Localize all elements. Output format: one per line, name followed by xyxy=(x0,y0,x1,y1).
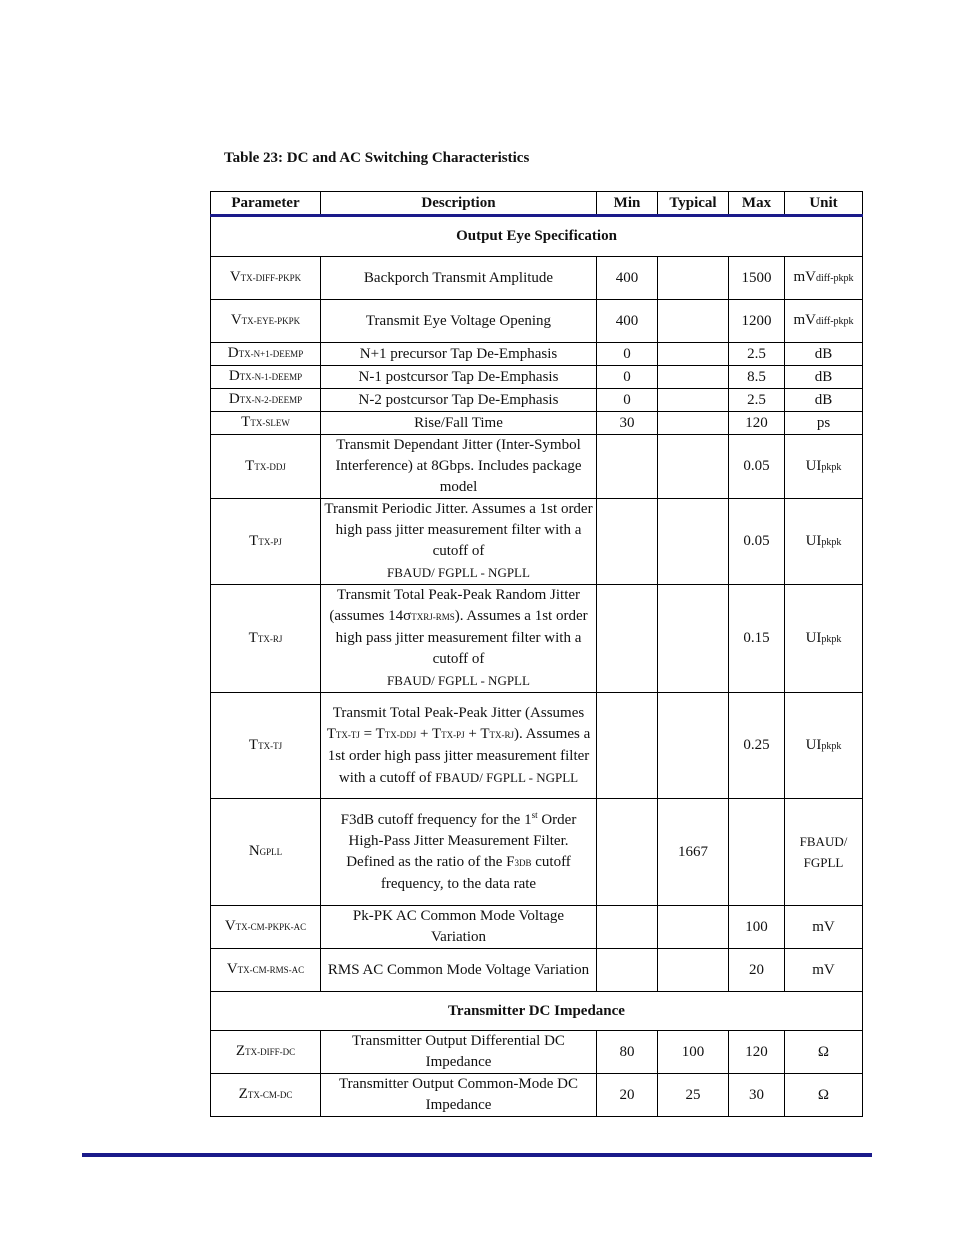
description-cell: Transmit Total Peak-Peak Random Jitter (assumes 14σTXRJ-RMS). Assumes a 1st order high pass jitter measurement filter with a cutoff of FBAUD/ FGPLL - NGPLL xyxy=(321,585,597,693)
min-cell: 30 xyxy=(597,412,658,435)
unit-cell: dB xyxy=(785,343,863,366)
min-cell: 80 xyxy=(597,1031,658,1074)
description-cell: Transmit Total Peak-Peak Jitter (Assumes TTX-TJ = TTX-DDJ + TTX-PJ + TTX-RJ). Assumes a 1st order high pass jitter measurement filter with a cutoff of FBAUD/ FGPLL - NGPLL xyxy=(321,693,597,799)
min-cell xyxy=(597,693,658,799)
header-min: Min xyxy=(597,192,658,216)
param-cell: TTX-DDJ xyxy=(211,435,321,499)
header-row xyxy=(211,192,863,216)
typical-cell xyxy=(658,499,729,585)
typical-cell: 25 xyxy=(658,1074,729,1117)
param-cell: VTX-DIFF-PKPK xyxy=(211,257,321,300)
min-cell xyxy=(597,799,658,906)
table-caption: Table 23: DC and AC Switching Characteristics xyxy=(224,150,530,166)
typical-cell xyxy=(658,257,729,300)
header-parameter: Parameter xyxy=(211,192,321,216)
max-cell: 2.5 xyxy=(729,389,785,412)
description-cell: Backporch Transmit Amplitude xyxy=(321,257,597,300)
section-row xyxy=(211,992,863,1031)
table-row xyxy=(211,343,863,366)
max-cell: 120 xyxy=(729,412,785,435)
param-cell: NGPLL xyxy=(211,799,321,906)
max-cell: 0.05 xyxy=(729,435,785,499)
param-cell: ZTX-CM-DC xyxy=(211,1074,321,1117)
typical-cell xyxy=(658,343,729,366)
typical-cell xyxy=(658,389,729,412)
max-cell: 1500 xyxy=(729,257,785,300)
param-cell: VTX-CM-RMS-AC xyxy=(211,949,321,992)
min-cell xyxy=(597,499,658,585)
header-description: Description xyxy=(321,192,597,216)
param-cell: TTX-RJ xyxy=(211,585,321,693)
table-row xyxy=(211,499,863,585)
unit-cell: UIpkpk xyxy=(785,693,863,799)
table-row xyxy=(211,412,863,435)
unit-cell: mVdiff-pkpk xyxy=(785,300,863,343)
typical-cell xyxy=(658,693,729,799)
param-cell: TTX-SLEW xyxy=(211,412,321,435)
unit-cell: ps xyxy=(785,412,863,435)
unit-cell: mV xyxy=(785,906,863,949)
table-row xyxy=(211,906,863,949)
description-cell: Transmit Dependant Jitter (Inter-Symbol Interference) at 8Gbps. Includes package model xyxy=(321,435,597,499)
param-cell: DTX-N+1-DEEMP xyxy=(211,343,321,366)
max-cell: 30 xyxy=(729,1074,785,1117)
description-cell: N-1 postcursor Tap De-Emphasis xyxy=(321,366,597,389)
min-cell xyxy=(597,435,658,499)
min-cell: 400 xyxy=(597,300,658,343)
max-cell: 2.5 xyxy=(729,343,785,366)
max-cell: 1200 xyxy=(729,300,785,343)
unit-cell: mV xyxy=(785,949,863,992)
typical-cell xyxy=(658,300,729,343)
param-cell: TTX-PJ xyxy=(211,499,321,585)
description-cell: Pk-PK AC Common Mode Voltage Variation xyxy=(321,906,597,949)
table-row xyxy=(211,300,863,343)
unit-cell: FBAUD/ FGPLL xyxy=(785,799,863,906)
typical-cell: 100 xyxy=(658,1031,729,1074)
section-title: Output Eye Specification xyxy=(211,216,863,257)
min-cell: 20 xyxy=(597,1074,658,1117)
typical-cell xyxy=(658,412,729,435)
min-cell: 0 xyxy=(597,389,658,412)
max-cell: 8.5 xyxy=(729,366,785,389)
unit-cell: UIpkpk xyxy=(785,435,863,499)
description-cell: N-2 postcursor Tap De-Emphasis xyxy=(321,389,597,412)
max-cell: 100 xyxy=(729,906,785,949)
param-cell: TTX-TJ xyxy=(211,693,321,799)
switching-characteristics-table xyxy=(210,191,863,1117)
typical-cell xyxy=(658,435,729,499)
table-row xyxy=(211,257,863,300)
unit-cell: dB xyxy=(785,389,863,412)
typical-cell xyxy=(658,366,729,389)
table-row xyxy=(211,799,863,906)
table-row xyxy=(211,1031,863,1074)
max-cell: 0.25 xyxy=(729,693,785,799)
section-row xyxy=(211,216,863,257)
min-cell: 0 xyxy=(597,343,658,366)
table-row xyxy=(211,585,863,693)
param-cell: ZTX-DIFF-DC xyxy=(211,1031,321,1074)
typical-cell: 1667 xyxy=(658,799,729,906)
description-cell: Transmit Eye Voltage Opening xyxy=(321,300,597,343)
max-cell: 20 xyxy=(729,949,785,992)
description-cell: F3dB cutoff frequency for the 1st Order High-Pass Jitter Measurement Filter. Defined as the ratio of the F3DB cutoff frequency, to the data rate xyxy=(321,799,597,906)
header-max: Max xyxy=(729,192,785,216)
max-cell: 120 xyxy=(729,1031,785,1074)
table-row xyxy=(211,389,863,412)
typical-cell xyxy=(658,906,729,949)
param-cell: VTX-EYE-PKPK xyxy=(211,300,321,343)
max-cell: 0.05 xyxy=(729,499,785,585)
min-cell: 400 xyxy=(597,257,658,300)
unit-cell: Ω xyxy=(785,1031,863,1074)
header-unit: Unit xyxy=(785,192,863,216)
param-cell: DTX-N-1-DEEMP xyxy=(211,366,321,389)
param-cell: VTX-CM-PKPK-AC xyxy=(211,906,321,949)
unit-cell: mVdiff-pkpk xyxy=(785,257,863,300)
min-cell xyxy=(597,906,658,949)
min-cell: 0 xyxy=(597,366,658,389)
table-row xyxy=(211,366,863,389)
description-cell: N+1 precursor Tap De-Emphasis xyxy=(321,343,597,366)
description-cell: Transmitter Output Common-Mode DC Impedance xyxy=(321,1074,597,1117)
min-cell xyxy=(597,585,658,693)
unit-cell: UIpkpk xyxy=(785,585,863,693)
min-cell xyxy=(597,949,658,992)
table-row xyxy=(211,693,863,799)
unit-cell: dB xyxy=(785,366,863,389)
description-cell: Rise/Fall Time xyxy=(321,412,597,435)
table-row xyxy=(211,435,863,499)
typical-cell xyxy=(658,949,729,992)
unit-cell: UIpkpk xyxy=(785,499,863,585)
unit-cell: Ω xyxy=(785,1074,863,1117)
typical-cell xyxy=(658,585,729,693)
section-title: Transmitter DC Impedance xyxy=(211,992,863,1031)
description-cell: Transmit Periodic Jitter. Assumes a 1st order high pass jitter measurement filter with a cutoff of FBAUD/ FGPLL - NGPLL xyxy=(321,499,597,585)
description-cell: Transmitter Output Differential DC Impedance xyxy=(321,1031,597,1074)
header-typical: Typical xyxy=(658,192,729,216)
table-row xyxy=(211,1074,863,1117)
footer-rule xyxy=(82,1153,872,1157)
table-row xyxy=(211,949,863,992)
param-cell: DTX-N-2-DEEMP xyxy=(211,389,321,412)
max-cell: 0.15 xyxy=(729,585,785,693)
max-cell xyxy=(729,799,785,906)
description-cell: RMS AC Common Mode Voltage Variation xyxy=(321,949,597,992)
